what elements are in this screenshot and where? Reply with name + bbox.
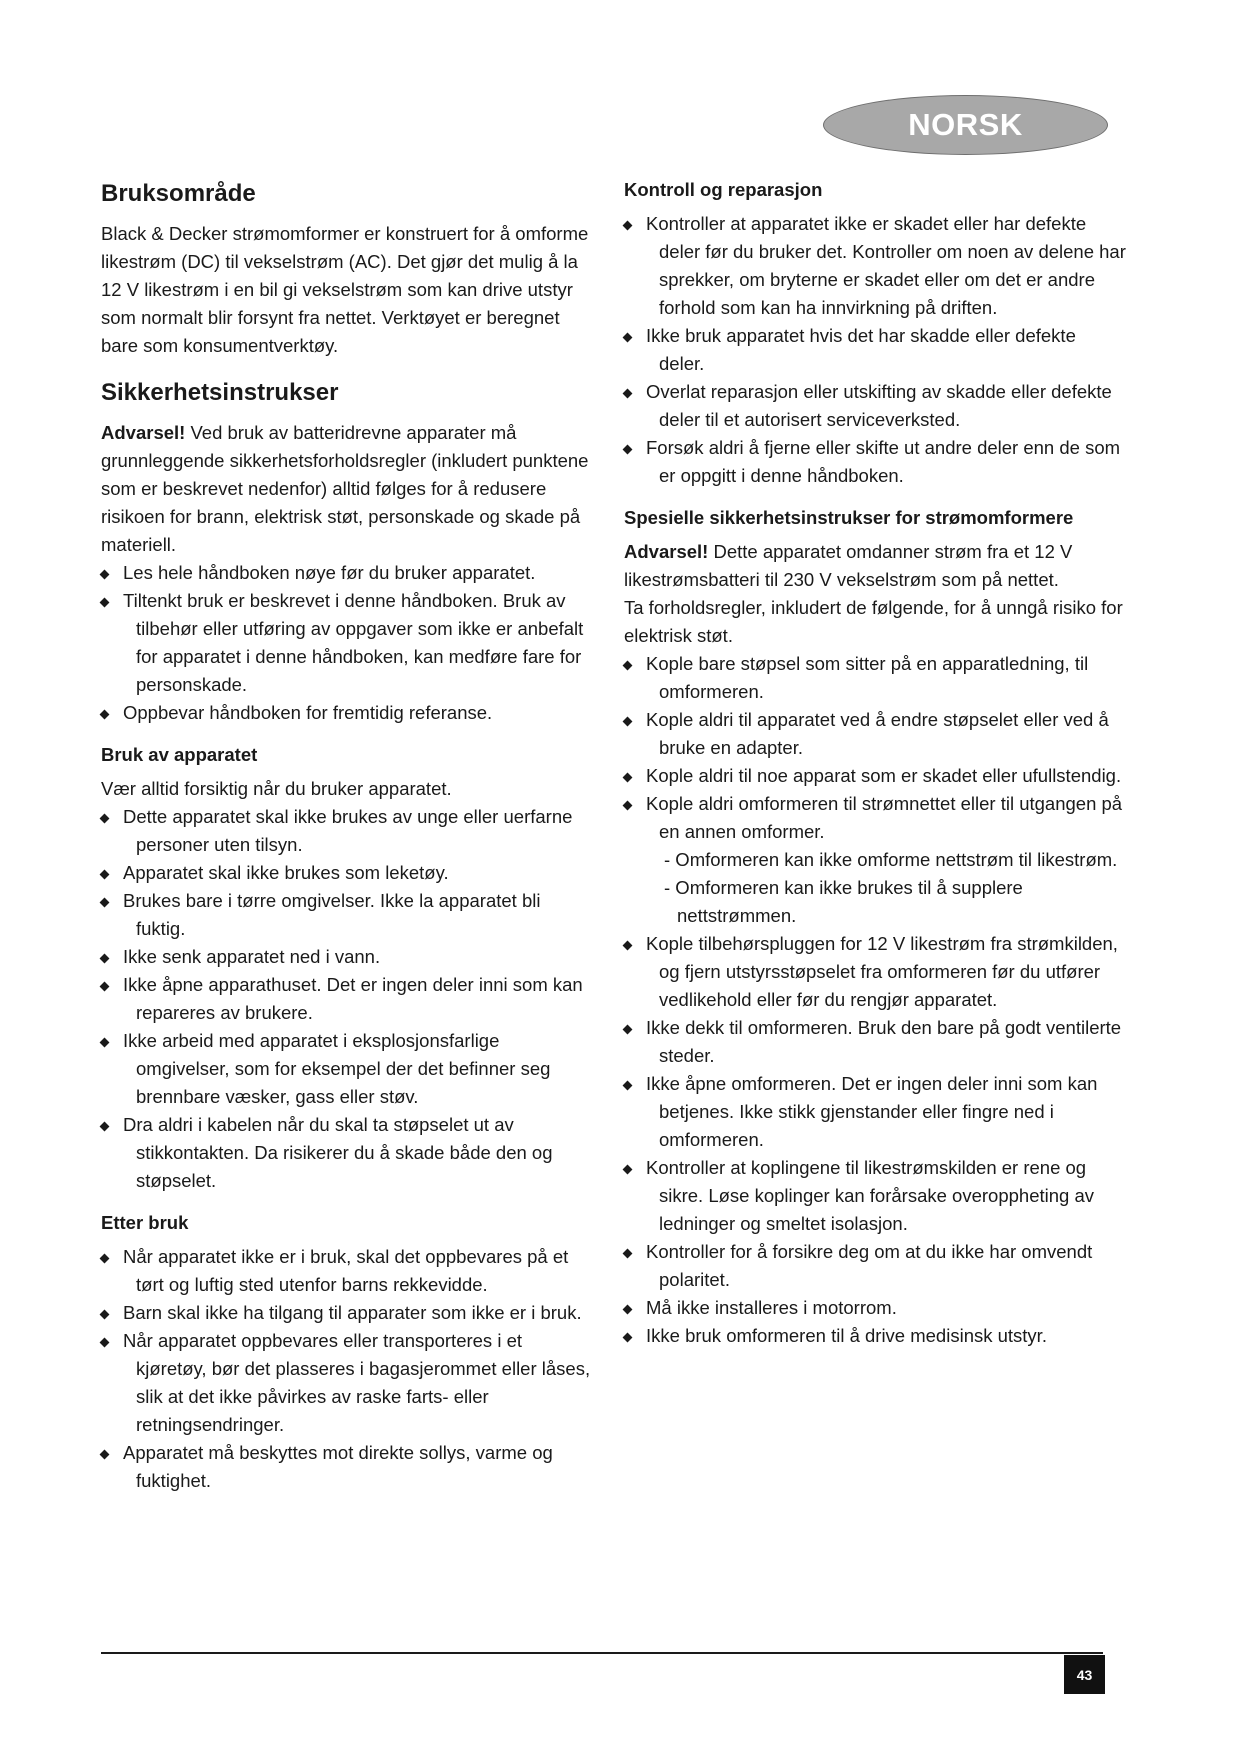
- dash-item: - Omformeren kan ikke omforme nettstrøm til likestrøm.: [664, 849, 1118, 870]
- inverter-intro: Ta forholdsregler, inkludert de følgende, for å unngå risiko for elektrisk støt.: [624, 597, 1123, 646]
- safety-list: [101, 559, 593, 727]
- list-item: Kople aldri til apparatet ved å endre støpselet eller ved å bruke en adapter.: [624, 706, 1126, 762]
- dash-item: - Omformeren kan ikke brukes til å supplere nettstrømmen.: [664, 877, 1023, 926]
- diamond-bullet-icon: [100, 1122, 110, 1132]
- list-item: Må ikke installeres i motorrom.: [624, 1294, 1126, 1322]
- inverter-list: [624, 650, 1126, 846]
- subsection-title-etter-bruk: Etter bruk: [101, 1212, 189, 1233]
- list-item: Ikke arbeid med apparatet i eksplosjonsfarlige omgivelser, som for eksempel der det befinner seg brennbare væsker, gass eller støv.: [101, 1027, 593, 1111]
- list-item: Ikke åpne omformeren. Det er ingen deler inni som kan betjenes. Ikke stikk gjenstander eller fingre ned i omformeren.: [624, 1070, 1126, 1154]
- diamond-bullet-icon: [623, 773, 633, 783]
- list-item: Dra aldri i kabelen når du skal ta støpselet ut av stikkontakten. Da risikerer du å skade både den og støpselet.: [101, 1111, 593, 1195]
- page-number-box: [1064, 1655, 1105, 1694]
- warning-text: Dette apparatet omdanner strøm fra et 12 V likestrømsbatteri til 230 V vekselstrøm som på nettet.: [624, 541, 1073, 590]
- diamond-bullet-icon: [623, 1333, 633, 1343]
- diamond-bullet-icon: [100, 1310, 110, 1320]
- list-item: Kontroller at apparatet ikke er skadet eller har defekte deler før du bruker det. Kontroller om noen av delene har sprekker, om bryterne er skadet eller om det er andre forhold som kan ha innvirkning på driften.: [624, 210, 1126, 322]
- diamond-bullet-icon: [100, 898, 110, 908]
- footer-rule: [101, 1652, 1103, 1654]
- subsection-title-kontroll: Kontroll og reparasjon: [624, 179, 823, 200]
- list-item: Apparatet må beskyttes mot direkte sollys, varme og fuktighet.: [101, 1439, 593, 1495]
- warning-text: Ved bruk av batteridrevne apparater må grunnleggende sikkerhetsforholdsregler (inkludert punktene som er beskrevet nedenfor) alltid følges for å redusere risikoen for brann, elektrisk støt, personskade og skade på materiell.: [101, 422, 589, 555]
- diamond-bullet-icon: [623, 445, 633, 455]
- language-badge: [823, 95, 1108, 155]
- list-item: Brukes bare i tørre omgivelser. Ikke la apparatet bli fuktig.: [101, 887, 593, 943]
- section-title-sikkerhet: Sikkerhetsinstrukser: [101, 379, 339, 406]
- list-item: Apparatet skal ikke brukes som leketøy.: [101, 859, 593, 887]
- warning-label: Advarsel!: [101, 422, 186, 443]
- diamond-bullet-icon: [100, 1038, 110, 1048]
- list-item: Kontroller at koplingene til likestrømskilden er rene og sikre. Løse koplinger kan forårsake overoppheting av ledninger og smeltet isolasjon.: [624, 1154, 1126, 1238]
- diamond-bullet-icon: [623, 221, 633, 231]
- list-item: Les hele håndboken nøye før du bruker apparatet.: [101, 559, 593, 587]
- list-item: Dette apparatet skal ikke brukes av unge eller uerfarne personer uten tilsyn.: [101, 803, 593, 859]
- after-use-list: [101, 1243, 593, 1495]
- list-item: Ikke senk apparatet ned i vann.: [101, 943, 593, 971]
- inverter-list-continued: [624, 930, 1126, 1350]
- diamond-bullet-icon: [623, 661, 633, 671]
- diamond-bullet-icon: [623, 1305, 633, 1315]
- section-title-bruksomrade: Bruksområde: [101, 180, 256, 207]
- list-item: Barn skal ikke ha tilgang til apparater som ikke er i bruk.: [101, 1299, 593, 1327]
- subsection-title-spesielle: Spesielle sikkerhetsinstrukser for strømomformere: [624, 507, 1074, 528]
- list-item: Ikke dekk til omformeren. Bruk den bare på godt ventilerte steder.: [624, 1014, 1126, 1070]
- list-item: Tiltenkt bruk er beskrevet i denne håndboken. Bruk av tilbehør eller utføring av oppgaver som ikke er anbefalt for apparatet i denne håndboken, kan medføre fare for personskade.: [101, 587, 593, 699]
- diamond-bullet-icon: [100, 954, 110, 964]
- diamond-bullet-icon: [100, 1254, 110, 1264]
- list-item: Forsøk aldri å fjerne eller skifte ut andre deler enn de som er oppgitt i denne håndboken.: [624, 434, 1126, 490]
- list-item: Ikke åpne apparathuset. Det er ingen deler inni som kan repareres av brukere.: [101, 971, 593, 1027]
- list-item: Kople aldri til noe apparat som er skadet eller ufullstendig.: [624, 762, 1126, 790]
- use-intro: Vær alltid forsiktig når du bruker apparatet.: [101, 778, 452, 799]
- inverter-warning: [624, 538, 1126, 594]
- list-item: Oppbevar håndboken for fremtidig referanse.: [101, 699, 593, 727]
- subsection-title-bruk: Bruk av apparatet: [101, 744, 258, 765]
- diamond-bullet-icon: [623, 1249, 633, 1259]
- use-list: [101, 803, 593, 1195]
- warning-label: Advarsel!: [624, 541, 709, 562]
- diamond-bullet-icon: [100, 982, 110, 992]
- diamond-bullet-icon: [100, 814, 110, 824]
- diamond-bullet-icon: [623, 941, 633, 951]
- left-column: [101, 176, 593, 1495]
- list-item: Når apparatet oppbevares eller transporteres i et kjøretøy, bør det plasseres i bagasjerommet eller låses, slik at det ikke påvirkes av raske farts- eller retningsendringer.: [101, 1327, 593, 1439]
- list-item: Kople bare støpsel som sitter på en apparatledning, til omformeren.: [624, 650, 1126, 706]
- diamond-bullet-icon: [100, 1450, 110, 1460]
- diamond-bullet-icon: [100, 710, 110, 720]
- intended-use-text: Black & Decker strømomformer er konstruert for å omforme likestrøm (DC) til vekselstrøm (AC). Det gjør det mulig å la 12 V likestrøm i en bil gi vekselstrøm som kan drive utstyr som normalt blir forsynt fra nettet. Verktøyet er beregnet bare som konsumentverktøy.: [101, 223, 589, 356]
- list-item: Ikke bruk omformeren til å drive medisinsk utstyr.: [624, 1322, 1126, 1350]
- diamond-bullet-icon: [623, 801, 633, 811]
- diamond-bullet-icon: [100, 598, 110, 608]
- safety-warning: [101, 419, 593, 559]
- diamond-bullet-icon: [100, 570, 110, 580]
- list-item: Kontroller for å forsikre deg om at du ikke har omvendt polaritet.: [624, 1238, 1126, 1294]
- page-number: 43: [1076, 1666, 1093, 1683]
- diamond-bullet-icon: [623, 1025, 633, 1035]
- list-item: Overlat reparasjon eller utskifting av skadde eller defekte deler til et autorisert serviceverksted.: [624, 378, 1126, 434]
- diamond-bullet-icon: [623, 717, 633, 727]
- diamond-bullet-icon: [623, 333, 633, 343]
- diamond-bullet-icon: [623, 1165, 633, 1175]
- diamond-bullet-icon: [623, 389, 633, 399]
- diamond-bullet-icon: [623, 1081, 633, 1091]
- inspection-list: [624, 210, 1126, 490]
- list-item: Ikke bruk apparatet hvis det har skadde eller defekte deler.: [624, 322, 1126, 378]
- diamond-bullet-icon: [100, 1338, 110, 1348]
- list-item: Kople aldri omformeren til strømnettet eller til utgangen på en annen omformer.: [624, 790, 1126, 846]
- right-column: [624, 176, 1126, 1350]
- list-item: Når apparatet ikke er i bruk, skal det oppbevares på et tørt og luftig sted utenfor barns rekkevidde.: [101, 1243, 593, 1299]
- diamond-bullet-icon: [100, 870, 110, 880]
- list-item: Kople tilbehørspluggen for 12 V likestrøm fra strømkilden, og fjern utstyrsstøpselet fra omformeren før du utfører vedlikehold eller før du rengjør apparatet.: [624, 930, 1126, 1014]
- language-label: NORSK: [908, 107, 1023, 142]
